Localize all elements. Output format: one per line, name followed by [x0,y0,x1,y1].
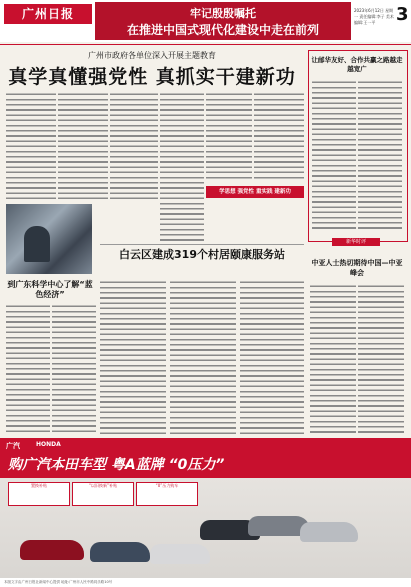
news-photo [6,204,92,274]
ad-brand: 广汽 [6,442,20,450]
page-footer: 本版文字由广州日报社新闻中心提供 地址:广州市人民中路同乐路10号 [0,578,411,587]
car-image-5 [90,542,150,562]
ad-offer-1: 置换补贴 [8,482,70,506]
ad-offer-2: “以旧换新”补贴 [72,482,134,506]
lead-column-3 [110,92,158,200]
lead-column-2 [58,92,108,200]
lead-column-6 [254,92,304,182]
car-image-4 [20,540,84,560]
ad-honda-logo: HONDA [36,441,61,448]
page-number: 3 [396,4,409,25]
center-column-2 [170,280,236,434]
banner-line-1: 牢记殷殷嘱托 [190,7,256,20]
slogan-bar: 学思想 强党性 重实践 建新功 [206,186,304,198]
lead-column-1 [6,92,56,200]
commentary-tag: 新华时评 [332,238,380,246]
car-image-3 [300,522,358,542]
science-headline: 到广东科学中心了解“蓝色经济” [7,280,93,299]
summit-column-1 [310,284,356,434]
newspaper-logo: 广州日报 [4,4,92,24]
lead-column-4 [160,92,204,242]
main-headline: 真学真懂强党性 真抓实干建新功 [8,66,296,88]
science-column-1 [6,304,50,434]
ad-offer-3: “0”压力购车 [136,482,198,506]
banner-line-2: 在推进中国式现代化建设中走在前列 [126,23,319,37]
center-column-1 [100,280,166,434]
summit-headline: 中亚人士热切期待中国—中亚峰会 [311,259,403,277]
commentary-column-1 [312,80,356,232]
date-info: 2023年6月12日 星期一 责任编辑:李子 美术编辑:王一平 [354,8,394,25]
top-divider [0,44,411,45]
ad-slogan: 购广汽本田车型 粤A蓝牌 “0压力” [8,457,225,473]
top-banner [95,2,351,40]
center-divider [100,244,304,245]
commentary-column-2 [358,80,402,232]
center-column-3 [240,280,304,434]
car-image-6 [150,544,210,564]
commentary-title: 让邮华友好、合作共赢之路越走越宽广 [311,56,403,73]
summit-column-2 [358,284,404,434]
kicker: 广州市政府各单位深入开展主题教育 [88,51,216,60]
science-column-2 [52,304,96,434]
center-headline: 白云区建成319个村居颐康服务站 [119,248,285,261]
lead-column-5 [206,92,252,182]
